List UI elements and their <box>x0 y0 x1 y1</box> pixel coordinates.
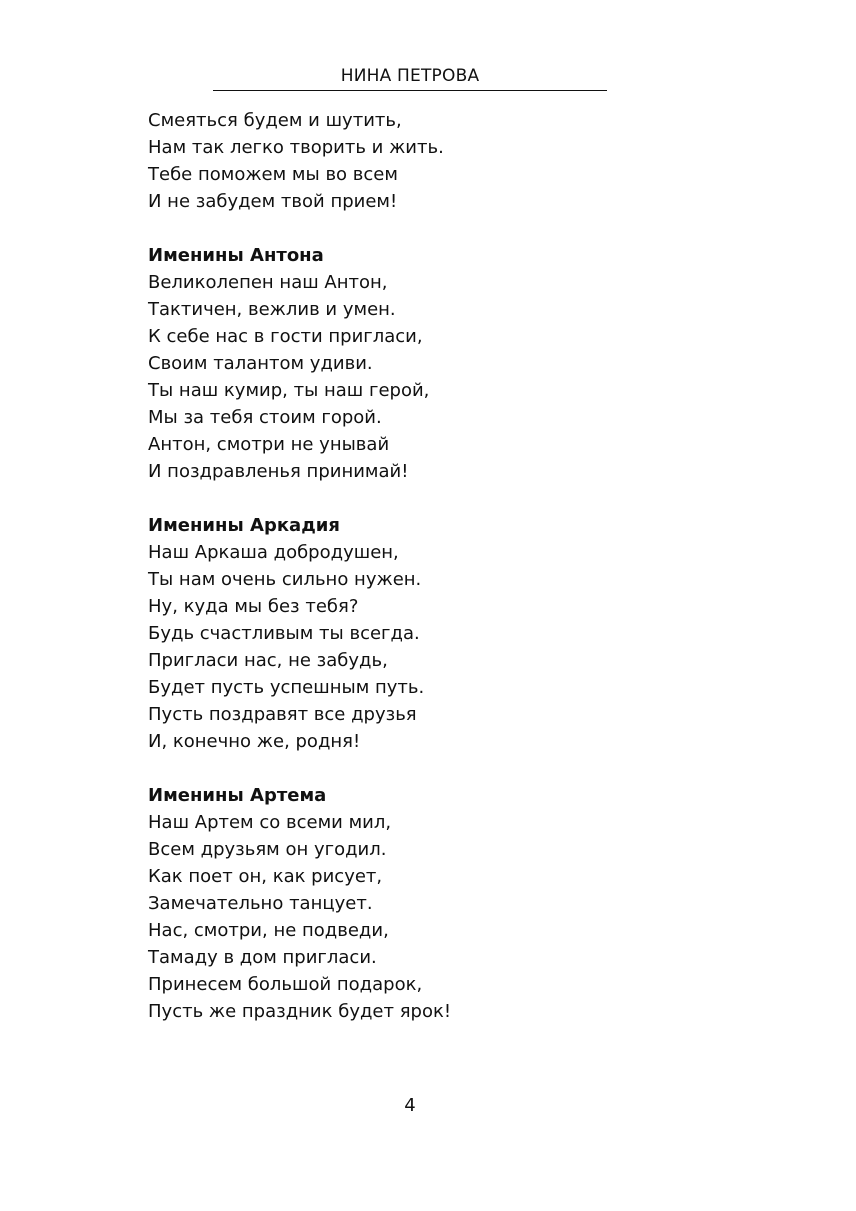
poem-anton <box>148 242 748 485</box>
poem-line: Ты наш кумир, ты наш герой, <box>148 380 430 401</box>
poem-line: И, конечно же, родня! <box>148 731 361 752</box>
poem-artem <box>148 782 748 1025</box>
poem-line: Тебе поможем мы во всем <box>148 164 398 185</box>
poem-line: Пусть же праздник будет ярок! <box>148 1001 452 1022</box>
poem-line: Всем друзьям он угодил. <box>148 839 387 860</box>
poem-line: Антон, смотри не унывай <box>148 434 390 455</box>
poem-line: Наш Артем со всеми мил, <box>148 812 392 833</box>
poem-line: И не забудем твой прием! <box>148 191 398 212</box>
poem-line: Принесем большой подарок, <box>148 974 423 995</box>
poem-line: Своим талантом удиви. <box>148 353 373 374</box>
poem-title: Именины Аркадия <box>148 515 340 536</box>
poem-title: Именины Антона <box>148 245 324 266</box>
poem-line: Ты нам очень сильно нужен. <box>148 569 422 590</box>
poem-line: Пусть поздравят все друзья <box>148 704 417 725</box>
poem-line: Ну, куда мы без тебя? <box>148 596 359 617</box>
poem-line: Мы за тебя стоим горой. <box>148 407 382 428</box>
author-name: НИНА ПЕТРОВА <box>340 66 480 86</box>
page-content <box>148 107 748 1052</box>
poem-line: Смеяться будем и шутить, <box>148 110 402 131</box>
poem-line: Тактичен, вежлив и умен. <box>148 299 396 320</box>
running-header <box>213 66 607 91</box>
poem-line: Пригласи нас, не забудь, <box>148 650 388 671</box>
poem-arkady <box>148 512 748 755</box>
page-number: 4 <box>404 1095 416 1116</box>
poem-line: Замечательно танцует. <box>148 893 373 914</box>
poem-line: Нас, смотри, не подведи, <box>148 920 389 941</box>
poem-line: И поздравленья принимай! <box>148 461 409 482</box>
poem-line: Как поет он, как рисует, <box>148 866 383 887</box>
poem-line: Великолепен наш Антон, <box>148 272 388 293</box>
poem-line: Наш Аркаша добродушен, <box>148 542 399 563</box>
poem-line: Будь счастливым ты всегда. <box>148 623 420 644</box>
poem-line: Будет пусть успешным путь. <box>148 677 425 698</box>
poem-line: Тамаду в дом пригласи. <box>148 947 377 968</box>
poem-line: К себе нас в гости пригласи, <box>148 326 423 347</box>
poem-line: Нам так легко творить и жить. <box>148 137 444 158</box>
poem-continuation <box>148 107 748 215</box>
poem-title: Именины Артема <box>148 785 327 806</box>
